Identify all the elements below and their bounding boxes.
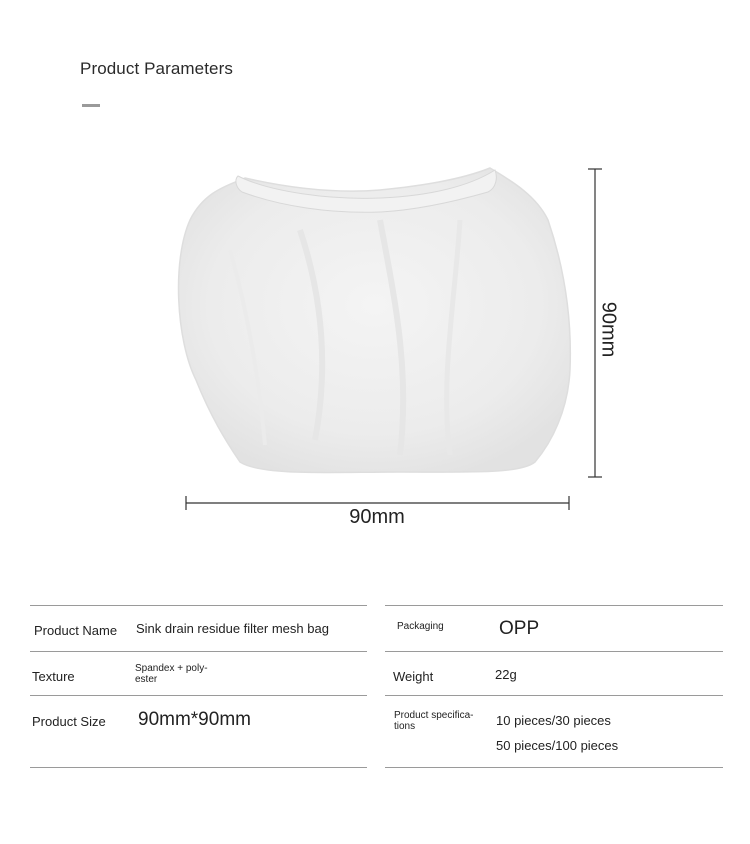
product-specifications-label: Product specifica-tions — [394, 710, 474, 732]
table-row — [385, 605, 723, 651]
table-row — [385, 695, 723, 768]
specification-value-2: 50 pieces/100 pieces — [496, 738, 619, 753]
weight-value: 22g — [495, 667, 517, 682]
parameters-table-right — [385, 605, 723, 768]
specification-value-1: 10 pieces/30 pieces — [496, 713, 611, 728]
product-name-value: Sink drain residue filter mesh bag — [136, 621, 329, 636]
parameters-table-left — [30, 605, 367, 768]
table-row — [30, 695, 367, 768]
table-row — [30, 651, 367, 695]
table-row — [30, 605, 367, 651]
product-size-label: Product Size — [32, 714, 106, 729]
packaging-label: Packaging — [397, 621, 444, 632]
section-title: Product Parameters — [80, 59, 233, 78]
product-size-value: 90mm*90mm — [138, 709, 251, 730]
packaging-value: OPP — [499, 618, 540, 639]
height-dimension-label: 90mm — [597, 301, 620, 358]
weight-label: Weight — [393, 669, 434, 684]
texture-value: Spandex + poly-ester — [135, 663, 208, 685]
product-name-label: Product Name — [34, 623, 118, 638]
texture-label: Texture — [32, 669, 75, 684]
width-dimension-label: 90mm — [349, 506, 405, 528]
mesh-bag-image — [179, 168, 571, 473]
table-row — [385, 651, 723, 695]
